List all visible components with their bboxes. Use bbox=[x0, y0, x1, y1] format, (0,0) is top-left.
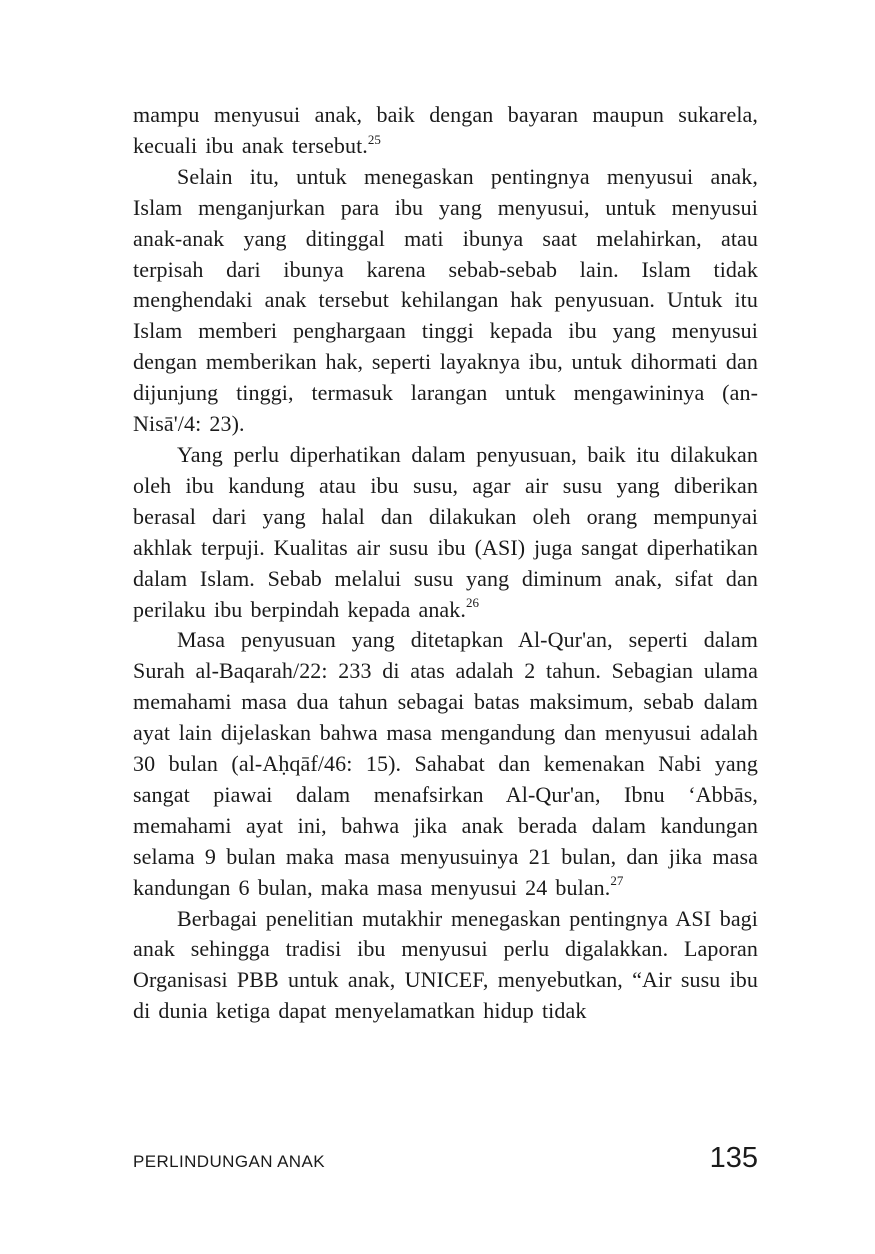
footnote-ref: 25 bbox=[367, 131, 381, 147]
paragraph-text: Yang perlu diperhatikan dalam penyusuan, baik itu dilakukan oleh ibu kandung atau ibu susu, agar air susu yang diberikan berasal dari yang halal dan dilakukan oleh orang mempunyai akhlak terpuji. Kualitas air susu ibu (ASI) juga sangat diperhatikan dalam Islam. Sebab melalui susu yang diminum anak, sifat dan perilaku ibu berpindah kepada anak. bbox=[133, 441, 758, 622]
paragraph bbox=[133, 904, 758, 1028]
paragraph-text: mampu menyusui anak, baik dengan bayaran maupun sukarela, kecuali ibu anak tersebut. bbox=[133, 102, 758, 158]
page-footer bbox=[133, 1142, 758, 1175]
paragraph-text: Berbagai penelitian mutakhir menegaskan pentingnya ASI bagi anak sehingga tradisi ibu menyusui perlu digalakkan. Laporan Organisasi PBB untuk anak, UNICEF, menyebutkan, “Air susu ibu di dunia ketiga dapat menyelamatkan hidup tidak bbox=[133, 905, 758, 1024]
footnote-ref: 27 bbox=[610, 873, 624, 889]
paragraph bbox=[133, 100, 758, 162]
paragraph-text: Selain itu, untuk menegaskan pentingnya menyusui anak, Islam menganjurkan para ibu yang menyusui, untuk menyusui anak-anak yang ditinggal mati ibunya saat melahirkan, atau terpisah dari ibunya karena sebab-sebab lain. Islam tidak menghendaki anak tersebut kehilangan hak penyusuan. Untuk itu Islam memberi penghargaan tinggi kepada ibu yang menyusui dengan memberikan hak, seperti layaknya ibu, untuk dihormati dan dijunjung tinggi, termasuk larangan untuk mengawininya (an-Nisā'/4: 23). bbox=[133, 163, 758, 437]
paragraph-text: Masa penyusuan yang ditetapkan Al-Qur'an, seperti dalam Surah al-Baqarah/22: 233 di atas adalah 2 tahun. Sebagian ulama memahami masa dua tahun sebagai batas maksimum, sebab dalam ayat lain dijelaskan bahwa masa mengandung dan menyusui adalah 30 bulan (al-Aḥqāf/46: 15). Sahabat dan kemenakan Nabi yang sangat piawai dalam menafsirkan Al-Qur'an, Ibnu ʻAbbās, memahami ayat ini, bahwa jika anak berada dalam kandungan selama 9 bulan maka masa menyusuinya 21 bulan, dan jika masa kandungan 6 bulan, maka masa menyusui 24 bulan. bbox=[133, 627, 758, 900]
paragraph bbox=[133, 162, 758, 440]
paragraph bbox=[133, 625, 758, 903]
body-text bbox=[133, 100, 758, 1027]
page-number: 135 bbox=[709, 1142, 758, 1174]
paragraph bbox=[133, 440, 758, 625]
footnote-ref: 26 bbox=[465, 595, 479, 611]
running-title: PERLINDUNGAN ANAK bbox=[133, 1152, 325, 1171]
